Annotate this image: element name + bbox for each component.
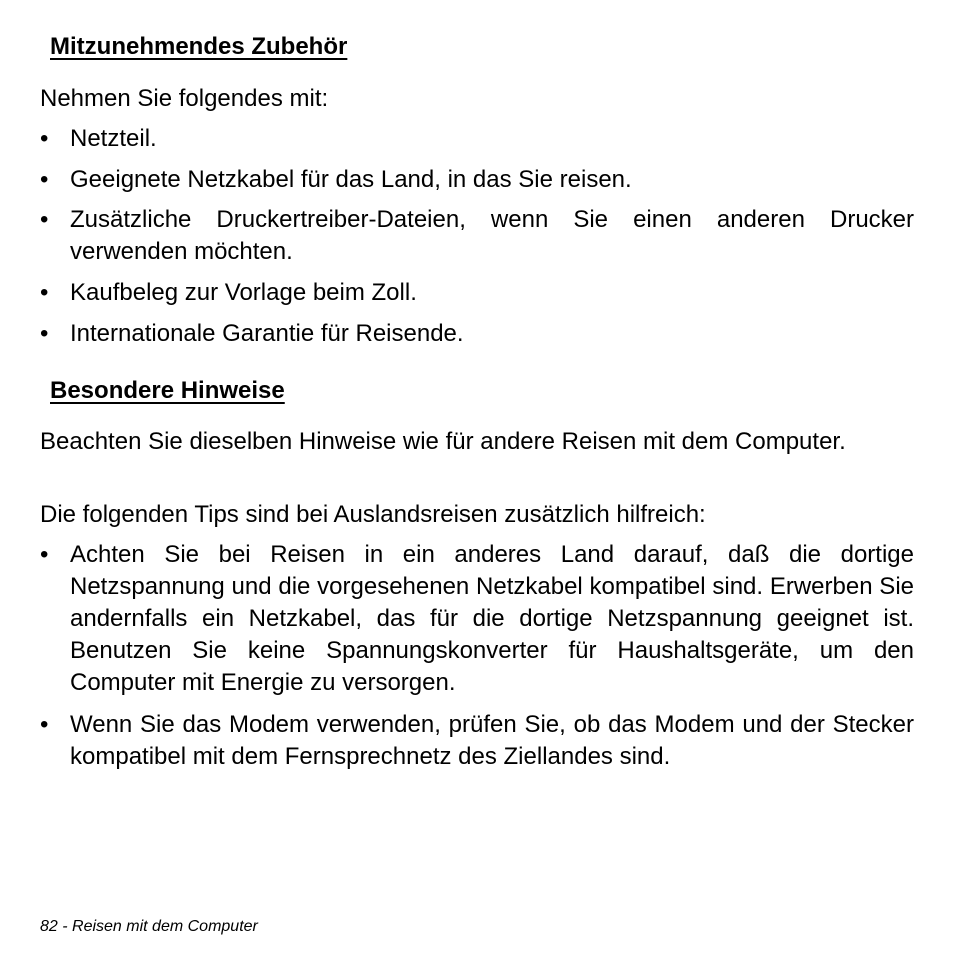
list-item-text: Internationale Garantie für Reisende.: [70, 320, 464, 347]
list-item: [40, 123, 914, 155]
list-item: [40, 204, 914, 268]
section-heading-accessories: Mitzunehmendes Zubehör: [50, 33, 348, 60]
bullet-icon: •: [40, 541, 49, 568]
bullet-icon: •: [40, 279, 49, 306]
bullet-icon: •: [40, 711, 49, 738]
bullet-icon: •: [40, 125, 49, 152]
list-item-text: Kaufbeleg zur Vorlage beim Zoll.: [70, 279, 417, 306]
bullet-icon: •: [40, 166, 49, 193]
list-item: [40, 164, 914, 196]
list-item: [40, 539, 914, 699]
list-item-text: Netzteil.: [70, 125, 157, 152]
bullet-icon: •: [40, 320, 49, 347]
intro-paragraph: Nehmen Sie folgendes mit:: [40, 85, 329, 112]
notes-paragraph-2: Die folgenden Tips sind bei Auslandsreisen zusätzlich hilfreich:: [40, 501, 706, 528]
notes-paragraph-1: Beachten Sie dieselben Hinweise wie für andere Reisen mit dem Computer.: [40, 428, 846, 455]
page-footer: 82 - Reisen mit dem Computer: [40, 918, 258, 935]
list-item-text: Achten Sie bei Reisen in ein anderes Land darauf, daß die dortige Netzspannung und die vorgesehenen Netzkabel kompatibel sind. Erwerben Sie andernfalls ein Netzkabel, das für die dortige Netzspannung geeignet ist. Benutzen Sie keine Spannungskonverter für Haushaltsgeräte, um den Computer mit Energie zu versorgen.: [70, 541, 914, 696]
list-item: [40, 709, 914, 773]
bullet-icon: •: [40, 206, 49, 233]
section-heading-notes: Besondere Hinweise: [50, 377, 285, 404]
list-item: [40, 277, 914, 309]
list-item-text: Zusätzliche Druckertreiber-Dateien, wenn Sie einen anderen Drucker verwenden möchten.: [70, 206, 914, 265]
list-item-text: Wenn Sie das Modem verwenden, prüfen Sie, ob das Modem und der Stecker kompatibel mit dem Fernsprechnetz des Ziellandes sind.: [70, 711, 914, 770]
list-item: [40, 318, 914, 350]
list-item-text: Geeignete Netzkabel für das Land, in das Sie reisen.: [70, 166, 632, 193]
